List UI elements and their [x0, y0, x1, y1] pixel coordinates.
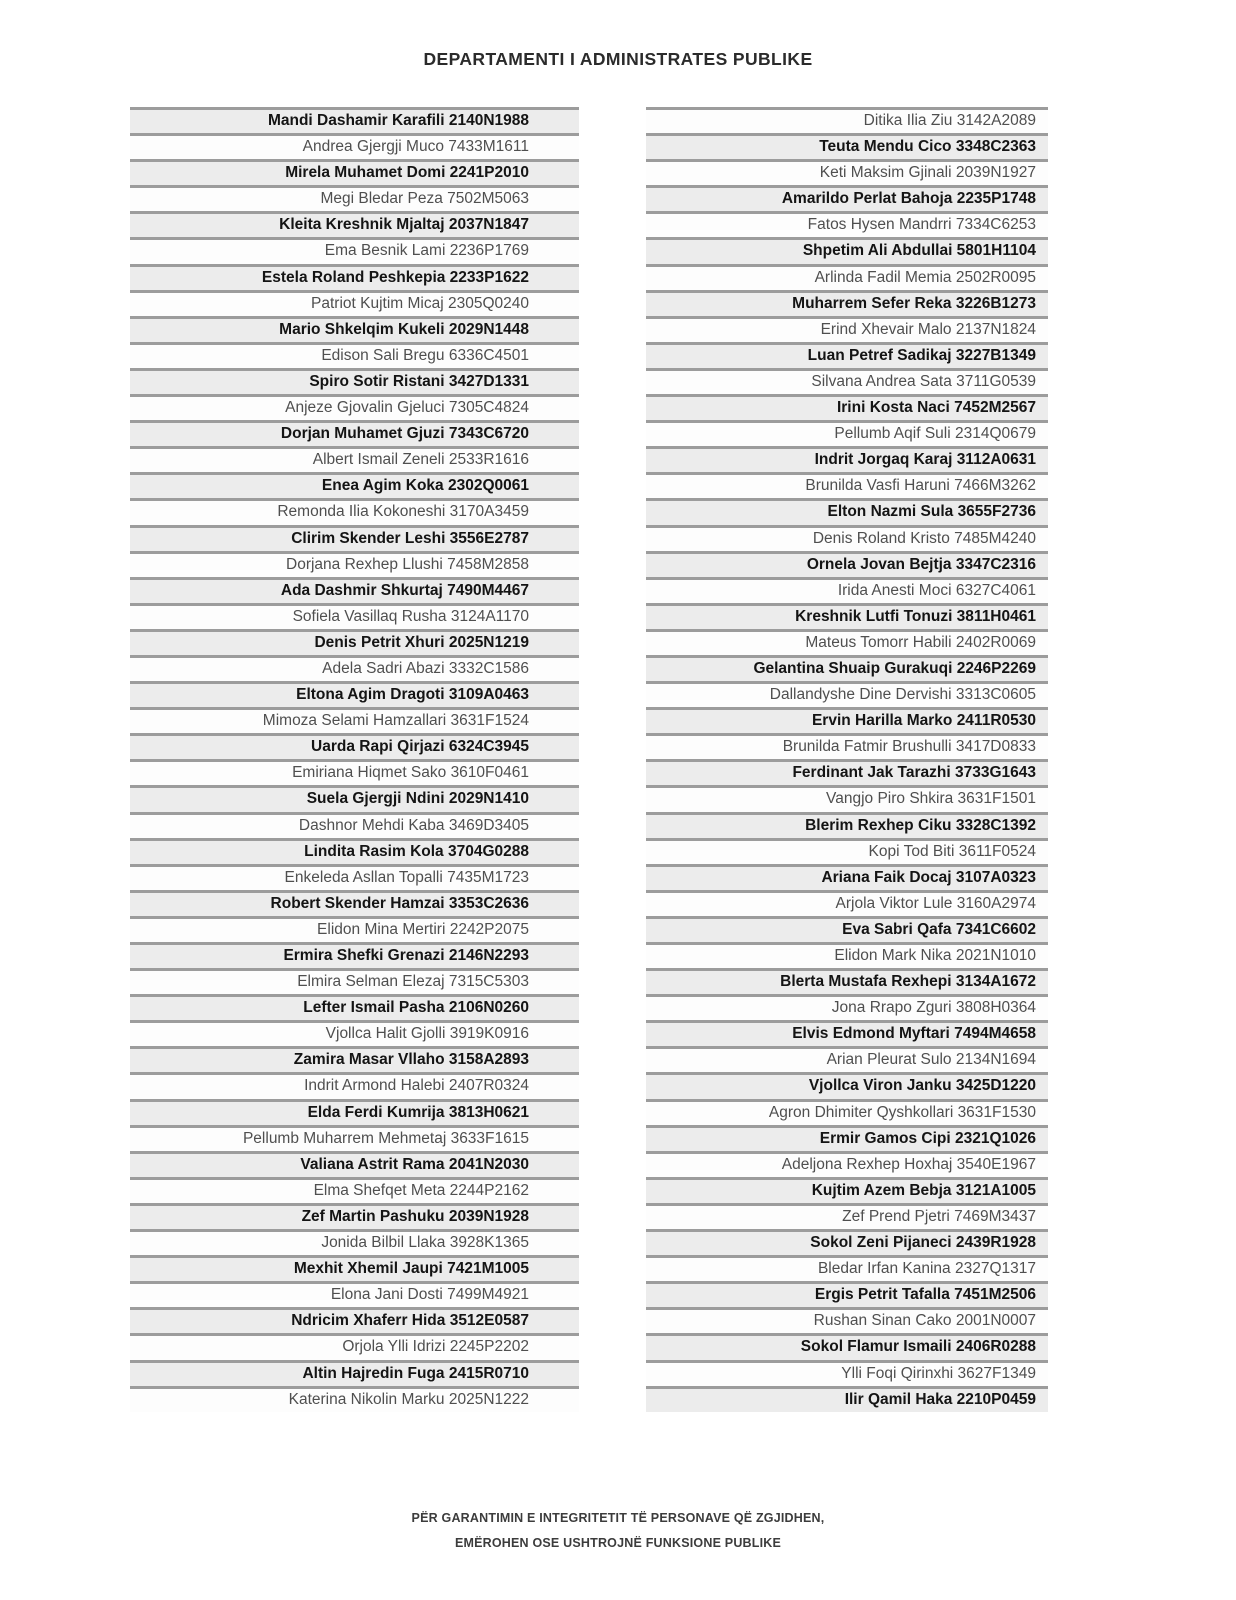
list-item: Indrit Jorgaq Karaj 3112A0631 [646, 446, 1048, 472]
list-item: Dorjana Rexhep Llushi 7458M2858 [130, 551, 579, 577]
list-item: Elidon Mina Mertiri 2242P2075 [130, 916, 579, 942]
list-item: Clirim Skender Leshi 3556E2787 [130, 525, 579, 551]
list-item: Blerim Rexhep Ciku 3328C1392 [646, 812, 1048, 838]
list-item: Vjollca Halit Gjolli 3919K0916 [130, 1020, 579, 1046]
list-item: Jona Rrapo Zguri 3808H0364 [646, 994, 1048, 1020]
list-item: Ornela Jovan Bejtja 3347C2316 [646, 551, 1048, 577]
list-item: Edison Sali Bregu 6336C4501 [130, 342, 579, 368]
list-item: Zamira Masar Vllaho 3158A2893 [130, 1046, 579, 1072]
list-item: Mario Shkelqim Kukeli 2029N1448 [130, 316, 579, 342]
list-item: Ada Dashmir Shkurtaj 7490M4467 [130, 577, 579, 603]
list-item: Eltona Agim Dragoti 3109A0463 [130, 681, 579, 707]
list-item: Blerta Mustafa Rexhepi 3134A1672 [646, 968, 1048, 994]
list-item: Agron Dhimiter Qyshkollari 3631F1530 [646, 1099, 1048, 1125]
list-item: Lefter Ismail Pasha 2106N0260 [130, 994, 579, 1020]
list-item: Irini Kosta Naci 7452M2567 [646, 394, 1048, 420]
list-item: Ylli Foqi Qirinxhi 3627F1349 [646, 1360, 1048, 1386]
footer-line-2: EMËROHEN OSE USHTROJNË FUNKSIONE PUBLIKE [454, 1536, 782, 1550]
list-item: Keti Maksim Gjinali 2039N1927 [646, 159, 1048, 185]
list-item: Arian Pleurat Sulo 2134N1694 [646, 1046, 1048, 1072]
list-item: Suela Gjergji Ndini 2029N1410 [130, 785, 579, 811]
list-item: Jonida Bilbil Llaka 3928K1365 [130, 1229, 579, 1255]
list-item: Kujtim Azem Bebja 3121A1005 [646, 1177, 1048, 1203]
list-item: Dallandyshe Dine Dervishi 3313C0605 [646, 681, 1048, 707]
list-item: Ergis Petrit Tafalla 7451M2506 [646, 1281, 1048, 1307]
list-item: Robert Skender Hamzai 3353C2636 [130, 890, 579, 916]
list-item: Ervin Harilla Marko 2411R0530 [646, 707, 1048, 733]
list-item: Anjeze Gjovalin Gjeluci 7305C4824 [130, 394, 579, 420]
name-list-left-column [130, 107, 579, 1412]
list-item: Rushan Sinan Cako 2001N0007 [646, 1307, 1048, 1333]
list-item: Ditika Ilia Ziu 3142A2089 [646, 107, 1048, 133]
list-item: Emiriana Hiqmet Sako 3610F0461 [130, 759, 579, 785]
list-item: Muharrem Sefer Reka 3226B1273 [646, 290, 1048, 316]
list-item: Andrea Gjergji Muco 7433M1611 [130, 133, 579, 159]
list-item: Spiro Sotir Ristani 3427D1331 [130, 368, 579, 394]
list-item: Albert Ismail Zeneli 2533R1616 [130, 446, 579, 472]
list-item: Mateus Tomorr Habili 2402R0069 [646, 629, 1048, 655]
list-item: Ilir Qamil Haka 2210P0459 [646, 1386, 1048, 1412]
list-item: Ferdinant Jak Tarazhi 3733G1643 [646, 759, 1048, 785]
list-item: Altin Hajredin Fuga 2415R0710 [130, 1360, 579, 1386]
list-item: Patriot Kujtim Micaj 2305Q0240 [130, 290, 579, 316]
list-item: Kreshnik Lutfi Tonuzi 3811H0461 [646, 603, 1048, 629]
list-item: Zef Prend Pjetri 7469M3437 [646, 1203, 1048, 1229]
list-item: Amarildo Perlat Bahoja 2235P1748 [646, 185, 1048, 211]
list-item: Adeljona Rexhep Hoxhaj 3540E1967 [646, 1151, 1048, 1177]
list-item: Erind Xhevair Malo 2137N1824 [646, 316, 1048, 342]
list-item: Enkeleda Asllan Topalli 7435M1723 [130, 864, 579, 890]
list-item: Zef Martin Pashuku 2039N1928 [130, 1203, 579, 1229]
list-item: Gelantina Shuaip Gurakuqi 2246P2269 [646, 655, 1048, 681]
list-item: Silvana Andrea Sata 3711G0539 [646, 368, 1048, 394]
list-item: Dorjan Muhamet Gjuzi 7343C6720 [130, 420, 579, 446]
list-item: Elvis Edmond Myftari 7494M4658 [646, 1020, 1048, 1046]
list-item: Pellumb Aqif Suli 2314Q0679 [646, 420, 1048, 446]
name-list-right-column [646, 107, 1048, 1412]
list-item: Eva Sabri Qafa 7341C6602 [646, 916, 1048, 942]
list-item: Elidon Mark Nika 2021N1010 [646, 942, 1048, 968]
list-item: Sofiela Vasillaq Rusha 3124A1170 [130, 603, 579, 629]
list-item: Remonda Ilia Kokoneshi 3170A3459 [130, 498, 579, 524]
page-title: DEPARTAMENTI I ADMINISTRATES PUBLIKE [423, 49, 813, 69]
list-item: Elona Jani Dosti 7499M4921 [130, 1281, 579, 1307]
list-item: Denis Roland Kristo 7485M4240 [646, 525, 1048, 551]
list-item: Valiana Astrit Rama 2041N2030 [130, 1151, 579, 1177]
list-item: Mirela Muhamet Domi 2241P2010 [130, 159, 579, 185]
list-item: Ermir Gamos Cipi 2321Q1026 [646, 1125, 1048, 1151]
list-item: Elda Ferdi Kumrija 3813H0621 [130, 1099, 579, 1125]
list-item: Irida Anesti Moci 6327C4061 [646, 577, 1048, 603]
list-item: Mimoza Selami Hamzallari 3631F1524 [130, 707, 579, 733]
list-item: Vangjo Piro Shkira 3631F1501 [646, 785, 1048, 811]
list-item: Elmira Selman Elezaj 7315C5303 [130, 968, 579, 994]
list-item: Elton Nazmi Sula 3655F2736 [646, 498, 1048, 524]
list-item: Enea Agim Koka 2302Q0061 [130, 472, 579, 498]
list-item: Katerina Nikolin Marku 2025N1222 [130, 1386, 579, 1412]
list-item: Adela Sadri Abazi 3332C1586 [130, 655, 579, 681]
list-item: Sokol Flamur Ismaili 2406R0288 [646, 1333, 1048, 1359]
list-item: Ariana Faik Docaj 3107A0323 [646, 864, 1048, 890]
list-item: Arjola Viktor Lule 3160A2974 [646, 890, 1048, 916]
list-item: Fatos Hysen Mandrri 7334C6253 [646, 211, 1048, 237]
list-item: Estela Roland Peshkepia 2233P1622 [130, 264, 579, 290]
list-item: Mexhit Xhemil Jaupi 7421M1005 [130, 1255, 579, 1281]
list-item: Ndricim Xhaferr Hida 3512E0587 [130, 1307, 579, 1333]
list-item: Brunilda Vasfi Haruni 7466M3262 [646, 472, 1048, 498]
list-item: Teuta Mendu Cico 3348C2363 [646, 133, 1048, 159]
list-item: Lindita Rasim Kola 3704G0288 [130, 838, 579, 864]
list-item: Elma Shefqet Meta 2244P2162 [130, 1177, 579, 1203]
list-item: Ermira Shefki Grenazi 2146N2293 [130, 942, 579, 968]
list-item: Uarda Rapi Qirjazi 6324C3945 [130, 733, 579, 759]
list-item: Pellumb Muharrem Mehmetaj 3633F1615 [130, 1125, 579, 1151]
list-item: Kleita Kreshnik Mjaltaj 2037N1847 [130, 211, 579, 237]
list-item: Vjollca Viron Janku 3425D1220 [646, 1072, 1048, 1098]
list-item: Arlinda Fadil Memia 2502R0095 [646, 264, 1048, 290]
list-item: Dashnor Mehdi Kaba 3469D3405 [130, 812, 579, 838]
list-item: Shpetim Ali Abdullai 5801H1104 [646, 237, 1048, 263]
list-item: Sokol Zeni Pijaneci 2439R1928 [646, 1229, 1048, 1255]
footer-line-1: PËR GARANTIMIN E INTEGRITETIT TË PERSONAVE QË ZGJIDHEN, [411, 1511, 825, 1525]
list-item: Mandi Dashamir Karafili 2140N1988 [130, 107, 579, 133]
list-item: Megi Bledar Peza 7502M5063 [130, 185, 579, 211]
list-item: Brunilda Fatmir Brushulli 3417D0833 [646, 733, 1048, 759]
list-item: Indrit Armond Halebi 2407R0324 [130, 1072, 579, 1098]
page-footer [0, 1506, 1236, 1556]
list-item: Orjola Ylli Idrizi 2245P2202 [130, 1333, 579, 1359]
list-item: Luan Petref Sadikaj 3227B1349 [646, 342, 1048, 368]
list-item: Bledar Irfan Kanina 2327Q1317 [646, 1255, 1048, 1281]
list-item: Denis Petrit Xhuri 2025N1219 [130, 629, 579, 655]
list-item: Ema Besnik Lami 2236P1769 [130, 237, 579, 263]
list-item: Kopi Tod Biti 3611F0524 [646, 838, 1048, 864]
